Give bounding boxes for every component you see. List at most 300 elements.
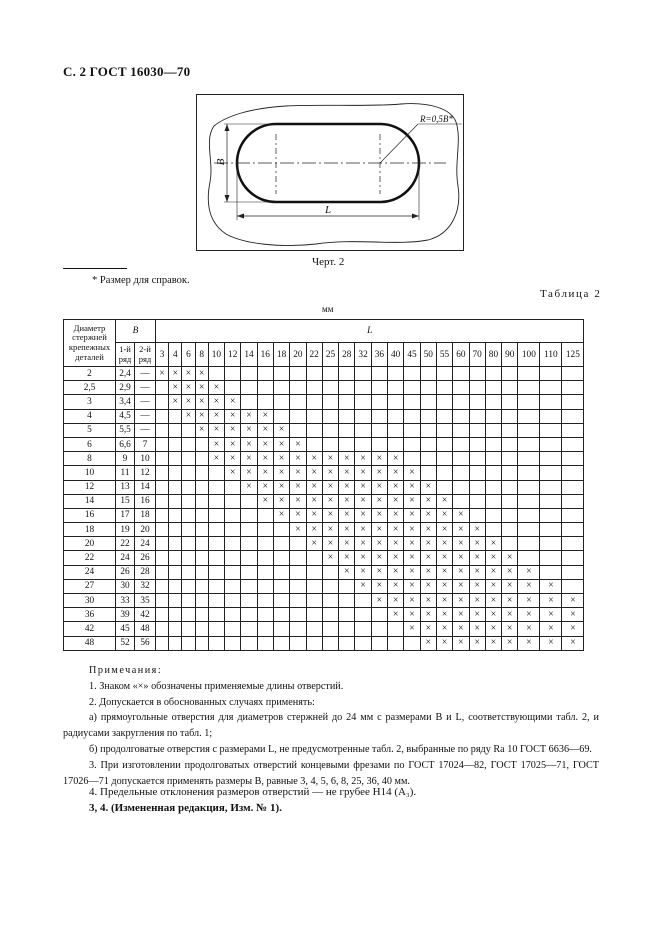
- cell-mark: ×: [420, 480, 436, 494]
- cell-empty: [169, 437, 182, 451]
- cell-b: 45: [116, 622, 135, 636]
- cell-empty: [182, 437, 195, 451]
- cell-mark: ×: [169, 395, 182, 409]
- cell-empty: [436, 395, 452, 409]
- cell-empty: [371, 437, 387, 451]
- cell-mark: ×: [420, 537, 436, 551]
- cell-diameter: 18: [64, 523, 116, 537]
- cell-diameter: 10: [64, 466, 116, 480]
- cell-empty: [388, 395, 404, 409]
- cell-empty: [355, 608, 371, 622]
- cell-mark: ×: [257, 437, 273, 451]
- cell-mark: ×: [273, 508, 289, 522]
- cell-empty: [257, 367, 273, 381]
- cell-mark: ×: [371, 551, 387, 565]
- cell-mark: ×: [322, 480, 338, 494]
- cell-mark: ×: [404, 508, 420, 522]
- cell-empty: [371, 636, 387, 650]
- cell-b: 22: [116, 537, 135, 551]
- cell-b: 33: [116, 594, 135, 608]
- cell-mark: ×: [388, 579, 404, 593]
- cell-empty: [453, 494, 469, 508]
- cell-b: 32: [135, 579, 156, 593]
- cell-mark: ×: [453, 636, 469, 650]
- cell-mark: ×: [485, 551, 501, 565]
- cell-empty: [225, 508, 241, 522]
- cell-mark: ×: [273, 466, 289, 480]
- cell-mark: ×: [562, 622, 584, 636]
- cell-empty: [562, 565, 584, 579]
- cell-empty: [169, 409, 182, 423]
- cell-empty: [290, 622, 306, 636]
- cell-empty: [257, 608, 273, 622]
- cell-empty: [306, 622, 322, 636]
- cell-mark: ×: [436, 508, 452, 522]
- cell-empty: [290, 367, 306, 381]
- cell-mark: ×: [371, 480, 387, 494]
- cell-empty: [540, 367, 562, 381]
- cell-mark: ×: [404, 551, 420, 565]
- cell-empty: [562, 523, 584, 537]
- cell-empty: [169, 452, 182, 466]
- cell-empty: [306, 423, 322, 437]
- cell-empty: [322, 579, 338, 593]
- item-3-4-revision: 3, 4. (Измененная редакция, Изм. № 1).: [89, 802, 282, 814]
- cell-diameter: 12: [64, 480, 116, 494]
- cell-empty: [195, 508, 208, 522]
- cell-mark: ×: [502, 594, 518, 608]
- cell-b: 10: [135, 452, 156, 466]
- cell-empty: [388, 437, 404, 451]
- cell-mark: ×: [540, 608, 562, 622]
- cell-empty: [290, 423, 306, 437]
- cell-empty: [156, 494, 169, 508]
- cell-empty: [225, 594, 241, 608]
- cell-mark: ×: [339, 494, 355, 508]
- cell-empty: [420, 395, 436, 409]
- unit-label: мм: [322, 304, 334, 314]
- cell-b: 26: [116, 565, 135, 579]
- cell-empty: [355, 381, 371, 395]
- cell-mark: ×: [420, 551, 436, 565]
- cell-empty: [355, 622, 371, 636]
- cell-b: 24: [135, 537, 156, 551]
- cell-mark: ×: [453, 622, 469, 636]
- note-2a: а) прямоугольные отверстия для диаметров стержней до 24 мм с размерами B и L, соответствующими табл. 2, и радиусами закругления по табл. 1;: [63, 712, 599, 740]
- cell-empty: [195, 537, 208, 551]
- cell-mark: ×: [453, 594, 469, 608]
- cell-diameter: 2: [64, 367, 116, 381]
- cell-mark: ×: [355, 508, 371, 522]
- cell-empty: [371, 608, 387, 622]
- cell-b: 9: [116, 452, 135, 466]
- cell-empty: [436, 409, 452, 423]
- cell-mark: ×: [257, 480, 273, 494]
- cell-empty: [195, 594, 208, 608]
- cell-mark: ×: [371, 523, 387, 537]
- cell-mark: ×: [502, 636, 518, 650]
- header-l-value: 32: [355, 343, 371, 367]
- cell-mark: ×: [485, 636, 501, 650]
- cell-mark: ×: [562, 636, 584, 650]
- footnote-rule: [63, 268, 127, 269]
- cell-empty: [562, 579, 584, 593]
- cell-mark: ×: [404, 565, 420, 579]
- cell-mark: ×: [169, 381, 182, 395]
- cell-empty: [156, 423, 169, 437]
- header-l-value: 6: [182, 343, 195, 367]
- cell-empty: [156, 409, 169, 423]
- cell-empty: [355, 594, 371, 608]
- cell-empty: [562, 409, 584, 423]
- cell-empty: [540, 523, 562, 537]
- cell-empty: [241, 523, 257, 537]
- cell-empty: [540, 537, 562, 551]
- cell-b: —: [135, 381, 156, 395]
- cell-empty: [290, 636, 306, 650]
- cell-empty: [257, 523, 273, 537]
- cell-b: —: [135, 367, 156, 381]
- cell-empty: [241, 508, 257, 522]
- cell-mark: ×: [290, 523, 306, 537]
- cell-mark: ×: [388, 466, 404, 480]
- cell-mark: ×: [208, 395, 224, 409]
- cell-empty: [182, 579, 195, 593]
- cell-empty: [355, 437, 371, 451]
- cell-empty: [195, 622, 208, 636]
- cell-empty: [208, 608, 224, 622]
- cell-mark: ×: [540, 594, 562, 608]
- dim-label-l: L: [324, 204, 332, 216]
- cell-empty: [518, 409, 540, 423]
- cell-mark: ×: [273, 452, 289, 466]
- note-2: 2. Допускается в обоснованных случаях применять:: [89, 696, 315, 708]
- cell-empty: [273, 594, 289, 608]
- cell-mark: ×: [404, 622, 420, 636]
- cell-mark: ×: [388, 608, 404, 622]
- cell-mark: ×: [371, 579, 387, 593]
- cell-empty: [182, 494, 195, 508]
- cell-empty: [290, 594, 306, 608]
- cell-empty: [562, 537, 584, 551]
- cell-mark: ×: [562, 608, 584, 622]
- cell-empty: [518, 466, 540, 480]
- cell-mark: ×: [225, 437, 241, 451]
- cell-empty: [540, 437, 562, 451]
- cell-empty: [404, 395, 420, 409]
- cell-b: 17: [116, 508, 135, 522]
- cell-empty: [273, 551, 289, 565]
- cell-mark: ×: [518, 594, 540, 608]
- table-row: [64, 452, 584, 466]
- cell-mark: ×: [420, 565, 436, 579]
- cell-b: 18: [135, 508, 156, 522]
- cell-empty: [420, 409, 436, 423]
- cell-empty: [469, 494, 485, 508]
- cell-empty: [273, 608, 289, 622]
- cell-empty: [225, 523, 241, 537]
- cell-empty: [169, 423, 182, 437]
- table-row: [64, 494, 584, 508]
- cell-empty: [225, 622, 241, 636]
- cell-mark: ×: [371, 508, 387, 522]
- cell-empty: [195, 579, 208, 593]
- cell-empty: [404, 381, 420, 395]
- header-l-value: 16: [257, 343, 273, 367]
- cell-mark: ×: [355, 523, 371, 537]
- cell-mark: ×: [540, 622, 562, 636]
- table-row: [64, 608, 584, 622]
- cell-mark: ×: [290, 480, 306, 494]
- table-row: [64, 551, 584, 565]
- cell-empty: [562, 367, 584, 381]
- cell-empty: [453, 395, 469, 409]
- header-l-value: 14: [241, 343, 257, 367]
- cell-mark: ×: [436, 494, 452, 508]
- cell-empty: [469, 423, 485, 437]
- cell-empty: [208, 480, 224, 494]
- table-row: [64, 381, 584, 395]
- cell-empty: [540, 409, 562, 423]
- cell-mark: ×: [436, 551, 452, 565]
- cell-b: 24: [116, 551, 135, 565]
- cell-mark: ×: [156, 367, 169, 381]
- cell-empty: [182, 423, 195, 437]
- cell-empty: [485, 381, 501, 395]
- cell-empty: [518, 395, 540, 409]
- table-row: [64, 480, 584, 494]
- cell-empty: [322, 636, 338, 650]
- cell-empty: [371, 622, 387, 636]
- cell-mark: ×: [339, 508, 355, 522]
- cell-mark: ×: [208, 437, 224, 451]
- cell-empty: [322, 409, 338, 423]
- cell-empty: [502, 508, 518, 522]
- cell-empty: [502, 395, 518, 409]
- cell-empty: [208, 622, 224, 636]
- cell-empty: [355, 395, 371, 409]
- cell-mark: ×: [322, 508, 338, 522]
- header-l-value: 18: [273, 343, 289, 367]
- cell-mark: ×: [404, 480, 420, 494]
- cell-mark: ×: [453, 523, 469, 537]
- note-2b: б) продолговатые отверстия с размерами L, не предусмотренные табл. 2, выбранные по ряду Ra 10 ГОСТ 6636—69.: [89, 743, 592, 755]
- cell-empty: [502, 367, 518, 381]
- cell-mark: ×: [469, 594, 485, 608]
- cell-mark: ×: [339, 452, 355, 466]
- cell-empty: [156, 551, 169, 565]
- slot-drawing: [196, 94, 464, 251]
- cell-empty: [290, 395, 306, 409]
- cell-empty: [241, 367, 257, 381]
- header-l-value: 80: [485, 343, 501, 367]
- cell-mark: ×: [182, 381, 195, 395]
- cell-empty: [485, 452, 501, 466]
- cell-empty: [518, 523, 540, 537]
- cell-empty: [208, 508, 224, 522]
- cell-empty: [195, 551, 208, 565]
- cell-b: 39: [116, 608, 135, 622]
- cell-empty: [502, 452, 518, 466]
- cell-empty: [518, 537, 540, 551]
- cell-mark: ×: [436, 636, 452, 650]
- header-b-row1: 1-й ряд: [116, 343, 135, 367]
- cell-empty: [540, 381, 562, 395]
- cell-empty: [502, 466, 518, 480]
- cell-empty: [182, 523, 195, 537]
- cell-mark: ×: [420, 622, 436, 636]
- cell-diameter: 27: [64, 579, 116, 593]
- cell-mark: ×: [306, 480, 322, 494]
- cell-empty: [502, 423, 518, 437]
- header-l-value: 50: [420, 343, 436, 367]
- cell-empty: [225, 565, 241, 579]
- cell-empty: [339, 437, 355, 451]
- cell-empty: [339, 409, 355, 423]
- cell-b: 6,6: [116, 437, 135, 451]
- cell-mark: ×: [355, 565, 371, 579]
- cell-empty: [404, 409, 420, 423]
- cell-empty: [540, 551, 562, 565]
- cell-mark: ×: [469, 636, 485, 650]
- cell-mark: ×: [273, 480, 289, 494]
- cell-empty: [182, 537, 195, 551]
- cell-empty: [322, 565, 338, 579]
- cell-mark: ×: [404, 594, 420, 608]
- cell-empty: [388, 636, 404, 650]
- cell-mark: ×: [540, 579, 562, 593]
- cell-empty: [273, 636, 289, 650]
- cell-empty: [388, 409, 404, 423]
- cell-empty: [195, 494, 208, 508]
- cell-empty: [355, 409, 371, 423]
- cell-empty: [404, 452, 420, 466]
- cell-mark: ×: [322, 523, 338, 537]
- cell-empty: [518, 551, 540, 565]
- cell-mark: ×: [290, 437, 306, 451]
- cell-mark: ×: [453, 508, 469, 522]
- cell-empty: [469, 452, 485, 466]
- cell-mark: ×: [290, 466, 306, 480]
- cell-mark: ×: [208, 409, 224, 423]
- cell-mark: ×: [371, 594, 387, 608]
- cell-mark: ×: [273, 494, 289, 508]
- cell-empty: [241, 622, 257, 636]
- cell-b: 7: [135, 437, 156, 451]
- cell-empty: [241, 608, 257, 622]
- cell-empty: [208, 594, 224, 608]
- cell-empty: [156, 636, 169, 650]
- cell-empty: [306, 594, 322, 608]
- cell-empty: [404, 367, 420, 381]
- cell-empty: [562, 494, 584, 508]
- cell-mark: ×: [306, 452, 322, 466]
- cell-empty: [436, 437, 452, 451]
- cell-empty: [306, 381, 322, 395]
- cell-empty: [469, 381, 485, 395]
- page-header: С. 2 ГОСТ 16030—70: [63, 64, 191, 79]
- cell-empty: [306, 608, 322, 622]
- cell-b: 12: [135, 466, 156, 480]
- cell-empty: [502, 409, 518, 423]
- cell-empty: [436, 367, 452, 381]
- cell-empty: [518, 423, 540, 437]
- cell-empty: [208, 523, 224, 537]
- cell-empty: [540, 508, 562, 522]
- cell-mark: ×: [420, 579, 436, 593]
- cell-empty: [322, 367, 338, 381]
- cell-mark: ×: [388, 594, 404, 608]
- cell-empty: [290, 409, 306, 423]
- cell-empty: [306, 579, 322, 593]
- table-row: [64, 367, 584, 381]
- cell-empty: [169, 608, 182, 622]
- cell-empty: [404, 437, 420, 451]
- cell-empty: [562, 551, 584, 565]
- cell-mark: ×: [290, 494, 306, 508]
- cell-empty: [306, 565, 322, 579]
- cell-empty: [156, 381, 169, 395]
- header-diameter: Диаметр стержней крепежных деталей: [64, 320, 116, 367]
- cell-mark: ×: [355, 537, 371, 551]
- cell-b: 3,4: [116, 395, 135, 409]
- cell-empty: [156, 523, 169, 537]
- cell-mark: ×: [388, 494, 404, 508]
- cell-empty: [540, 452, 562, 466]
- cell-mark: ×: [404, 494, 420, 508]
- cell-empty: [502, 480, 518, 494]
- cell-empty: [540, 423, 562, 437]
- table-row: [64, 437, 584, 451]
- cell-mark: ×: [241, 480, 257, 494]
- cell-empty: [436, 452, 452, 466]
- cell-mark: ×: [436, 523, 452, 537]
- cell-mark: ×: [306, 508, 322, 522]
- cell-mark: ×: [290, 508, 306, 522]
- cell-mark: ×: [436, 565, 452, 579]
- cell-mark: ×: [182, 409, 195, 423]
- cell-empty: [208, 537, 224, 551]
- cell-empty: [485, 423, 501, 437]
- cell-b: 15: [116, 494, 135, 508]
- cell-mark: ×: [182, 395, 195, 409]
- cell-empty: [339, 579, 355, 593]
- cell-empty: [339, 622, 355, 636]
- header-l-value: 40: [388, 343, 404, 367]
- cell-mark: ×: [453, 565, 469, 579]
- cell-empty: [436, 423, 452, 437]
- cell-mark: ×: [225, 466, 241, 480]
- cell-empty: [371, 409, 387, 423]
- cell-empty: [273, 537, 289, 551]
- cell-empty: [485, 395, 501, 409]
- cell-empty: [562, 480, 584, 494]
- cell-mark: ×: [436, 608, 452, 622]
- cell-mark: ×: [306, 523, 322, 537]
- cell-empty: [182, 608, 195, 622]
- cell-mark: ×: [339, 565, 355, 579]
- cell-mark: ×: [257, 494, 273, 508]
- cell-empty: [290, 579, 306, 593]
- cell-mark: ×: [273, 437, 289, 451]
- cell-mark: ×: [195, 381, 208, 395]
- table-row: [64, 395, 584, 409]
- cell-diameter: 30: [64, 594, 116, 608]
- cell-mark: ×: [485, 537, 501, 551]
- cell-empty: [339, 381, 355, 395]
- cell-empty: [225, 579, 241, 593]
- cell-empty: [273, 622, 289, 636]
